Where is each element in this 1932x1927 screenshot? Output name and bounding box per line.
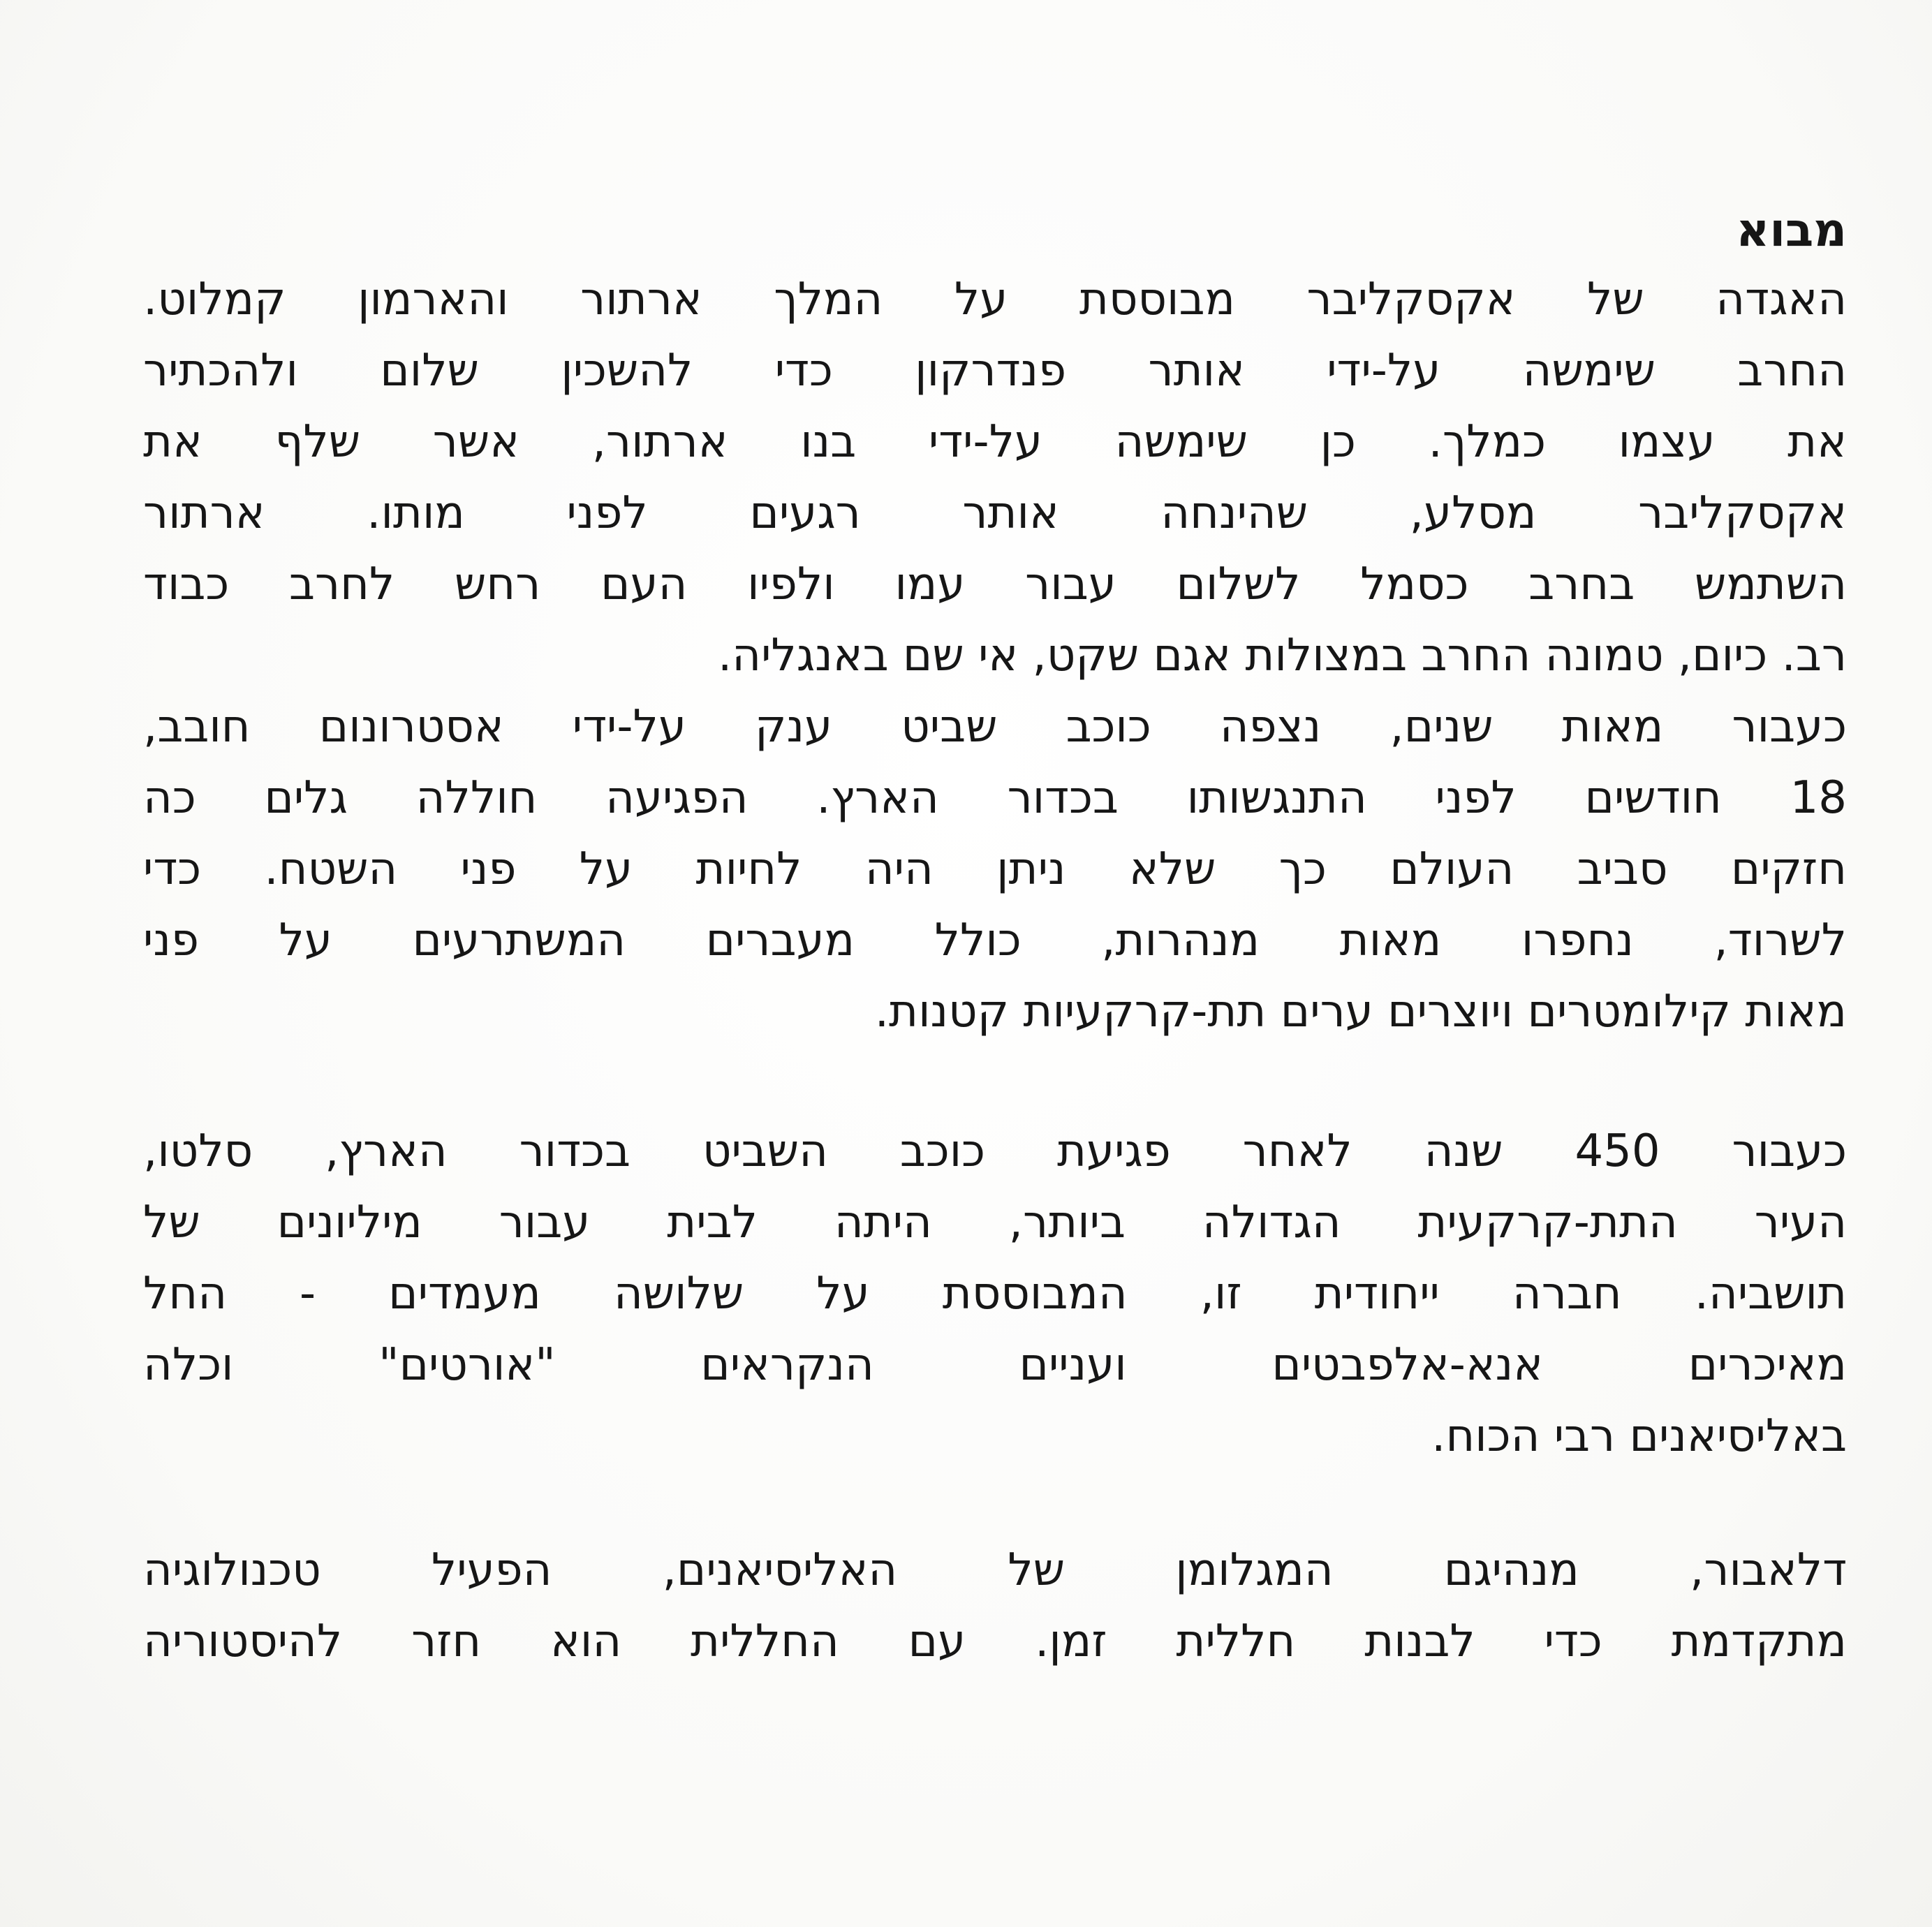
- text-line: דלאבור, מנהיגם המגלומן של האליסיאנים, הפעיל טכנולוגיה: [143, 1544, 1847, 1596]
- text-line: אקסקליבר מסלע, שהינחה אותר רגעים לפני מותו. ארתור: [143, 487, 1847, 539]
- text-line: לשרוד, נחפרו מאות מנהרות, כולל מעברים המשתרעים על פני: [143, 915, 1847, 966]
- text-line: העיר התת-קרקעית הגדולה ביותר, היתה לבית עבור מיליונים של: [143, 1197, 1847, 1248]
- text-line: מאיכרים אנא-אלפבטים ועניים הנקראים "אורטים" וכלה: [143, 1339, 1847, 1391]
- text-line: חזקים סביב העולם כך שלא ניתן היה לחיות על פני השטח. כדי: [143, 843, 1847, 895]
- text-line: השתמש בחרב כסמל לשלום עבור עמו ולפיו העם רחש לחרב כבוד: [143, 559, 1847, 610]
- text-line: מאות קילומטרים ויוצרים ערים תת-קרקעיות קטנות.: [874, 986, 1847, 1038]
- paragraph-1: [143, 264, 1847, 1047]
- paragraph-3: [143, 1535, 1847, 1677]
- text-line: תושביה. חברה ייחודית זו, המבוססת על שלושה מעמדים - החל: [143, 1268, 1847, 1320]
- text-line: רב. כיום, טמונה החרב במצולות אגם שקט, אי שם באנגליה.: [717, 630, 1847, 681]
- text-line: האגדה של אקסקליבר מבוססת על המלך ארתור והארמון קמלוט.: [143, 274, 1847, 325]
- text-line: כעבור 450 שנה לאחר פגיעת כוכב השביט בכדור הארץ, סלטו,: [143, 1125, 1848, 1177]
- page-heading: מבוא: [1736, 203, 1847, 257]
- text-line: החרב שימשה על-ידי אותר פנדרקון כדי להשכין שלום ולהכתיר: [143, 345, 1847, 397]
- text-line: 18 חודשים לפני התנגשותו בכדור הארץ. הפגיעה חוללה גלים כה: [143, 772, 1847, 824]
- text-line: באליסיאנים רבי הכוח.: [1431, 1410, 1847, 1462]
- text-line: מתקדמת כדי לבנות חללית זמן. עם החללית הוא חזר להיסטוריה: [143, 1616, 1847, 1667]
- text-line: כעבור מאות שנים, נצפה כוכב שביט ענק על-ידי אסטרונום חובב,: [143, 701, 1847, 753]
- text-line: את עצמו כמלך. כן שימשה על-ידי בנו ארתור, אשר שלף את: [143, 416, 1847, 468]
- paragraph-2: [143, 1116, 1847, 1472]
